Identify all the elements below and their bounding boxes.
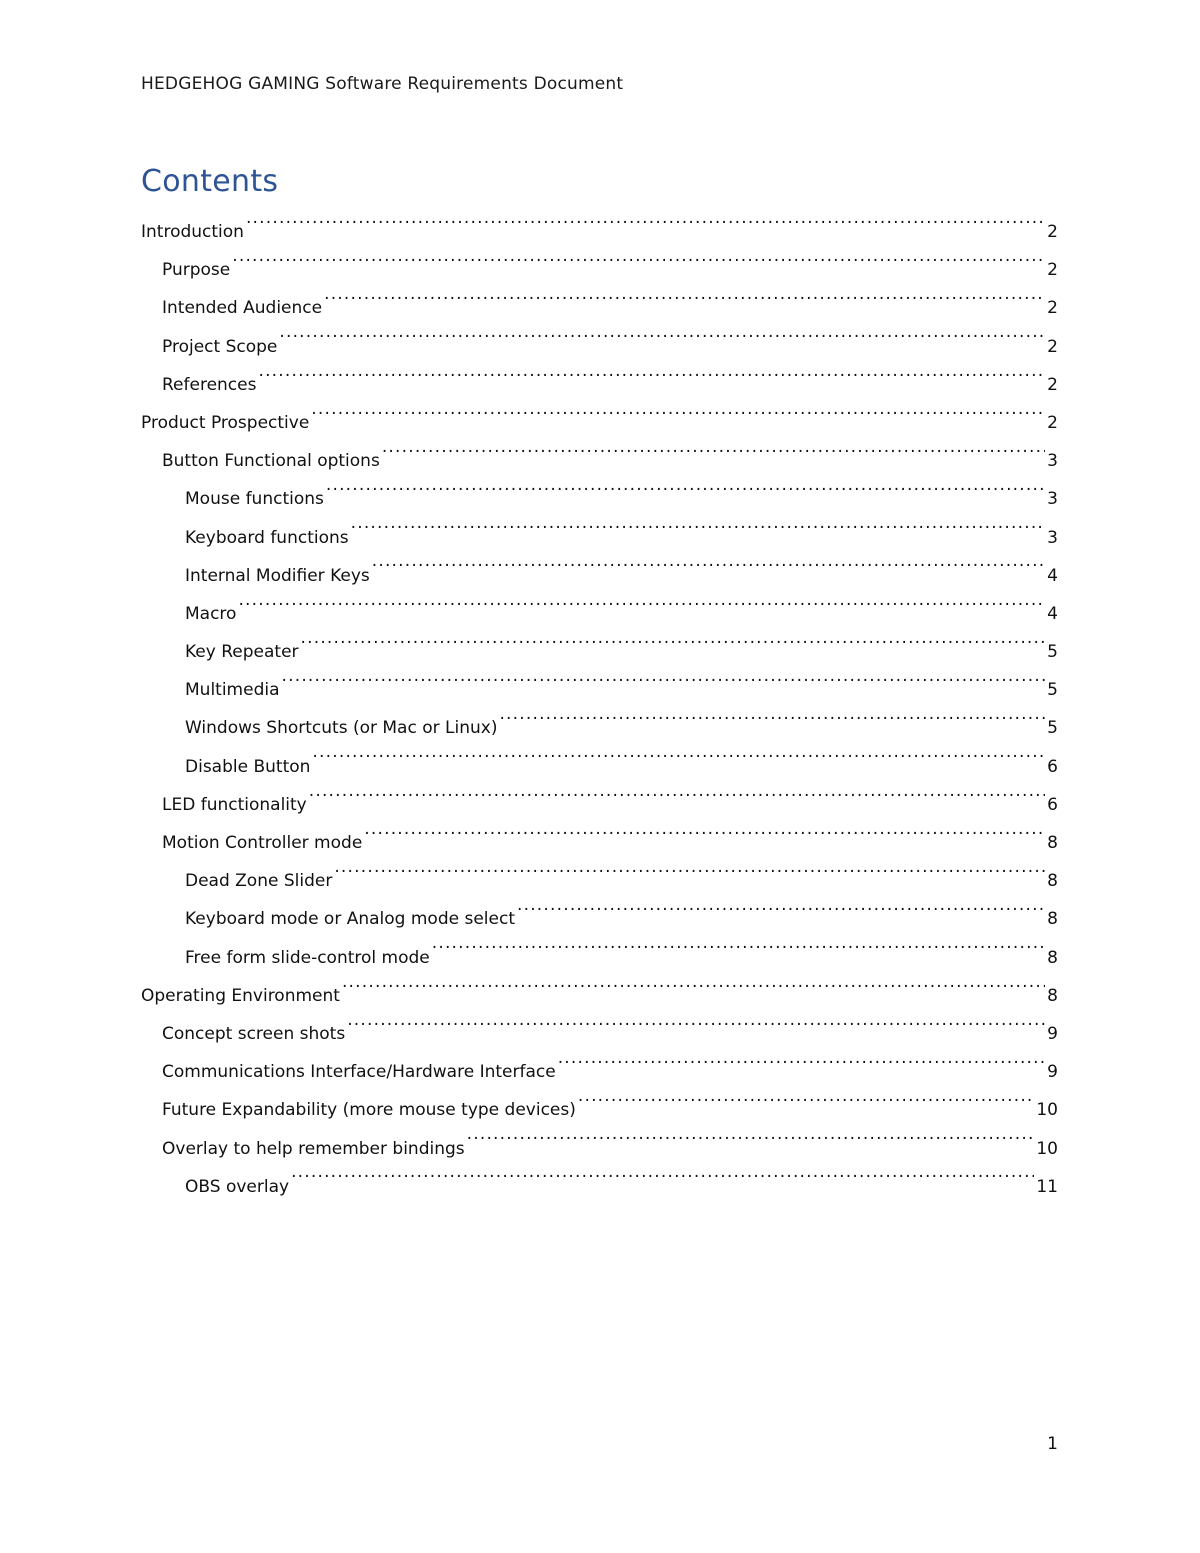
- toc-entry-label: Keyboard functions: [185, 527, 349, 548]
- toc-dot-leader: [324, 275, 1045, 313]
- toc-entry-label: Operating Environment: [141, 985, 340, 1006]
- toc-entry-page: 2: [1047, 412, 1058, 433]
- toc-entry-key-repeater[interactable]: [141, 619, 1058, 663]
- toc-entry-label: LED functionality: [162, 794, 307, 815]
- toc-entry-label: Purpose: [162, 260, 231, 281]
- toc-entry-intended-audience[interactable]: [141, 275, 1058, 319]
- toc-entry-page: 9: [1047, 1023, 1058, 1044]
- toc-dot-leader: [499, 695, 1045, 733]
- toc-entry-page: 8: [1047, 985, 1058, 1006]
- toc-dot-leader: [311, 390, 1045, 428]
- toc-entry-page: 5: [1047, 680, 1058, 701]
- toc-dot-leader: [347, 1001, 1045, 1039]
- toc-entry-page: 5: [1047, 642, 1058, 663]
- toc-entry-page: 10: [1036, 1138, 1058, 1159]
- toc-entry-label: Mouse functions: [185, 489, 324, 510]
- toc-entry-label: Product Prospective: [141, 412, 310, 433]
- toc-entry-label: Multimedia: [185, 680, 280, 701]
- toc-dot-leader: [351, 505, 1046, 543]
- toc-entry-page: 4: [1047, 603, 1058, 624]
- toc-entry-label: Internal Modifier Keys: [185, 565, 370, 586]
- toc-entry-page: 2: [1047, 260, 1058, 281]
- toc-entry-page: 4: [1047, 565, 1058, 586]
- toc-entry-page: 11: [1036, 1176, 1058, 1197]
- toc-dot-leader: [326, 466, 1045, 504]
- toc-dot-leader: [364, 810, 1045, 848]
- toc-dot-leader: [279, 314, 1045, 352]
- toc-entry-introduction[interactable]: [141, 199, 1058, 242]
- toc-dot-leader: [258, 352, 1045, 390]
- toc-entry-page: 8: [1047, 871, 1058, 892]
- toc-dot-leader: [334, 848, 1045, 886]
- toc-entry-page: 2: [1047, 336, 1058, 357]
- toc-entry-label: Dead Zone Slider: [185, 871, 333, 892]
- toc-entry-label: References: [162, 374, 257, 395]
- toc-entry-label: Keyboard mode or Analog mode select: [185, 909, 515, 930]
- toc-dot-leader: [578, 1077, 1034, 1115]
- toc-entry-label: Future Expandability (more mouse type devices): [162, 1100, 576, 1121]
- toc-entry-page: 2: [1047, 298, 1058, 319]
- toc-dot-leader: [558, 1039, 1045, 1077]
- toc-entry-purpose[interactable]: [141, 237, 1058, 281]
- toc-entry-label: Concept screen shots: [162, 1023, 346, 1044]
- toc-entry-label: OBS overlay: [185, 1176, 290, 1197]
- toc-dot-leader: [342, 963, 1045, 1001]
- toc-dot-leader: [467, 1116, 1035, 1154]
- toc-dot-leader: [309, 772, 1045, 810]
- toc-dot-leader: [382, 428, 1045, 466]
- toc-dot-leader: [432, 925, 1045, 963]
- toc-entry-page: 6: [1047, 756, 1058, 777]
- running-header: HEDGEHOG GAMING Software Requirements Document: [141, 74, 624, 94]
- toc-entry-page: 3: [1047, 527, 1058, 548]
- toc-entry-label: Free form slide-control mode: [185, 947, 430, 968]
- toc-entry-label: Communications Interface/Hardware Interface: [162, 1062, 556, 1083]
- page-number: 1: [1047, 1434, 1058, 1454]
- toc-dot-leader: [312, 734, 1045, 772]
- toc-dot-leader: [517, 886, 1045, 924]
- toc-entry-page: 9: [1047, 1062, 1058, 1083]
- toc-entry-label: Key Repeater: [185, 642, 299, 663]
- toc-entry-page: 8: [1047, 909, 1058, 930]
- toc-entry-project-scope[interactable]: [141, 314, 1058, 357]
- toc-entry-label: Windows Shortcuts (or Mac or Linux): [185, 718, 498, 739]
- toc-entry-label: Macro: [185, 603, 237, 624]
- toc-entry-label: Overlay to help remember bindings: [162, 1138, 465, 1159]
- toc-entry-page: 5: [1047, 718, 1058, 739]
- toc-entry-label: Intended Audience: [162, 298, 323, 319]
- toc-entry-page: 3: [1047, 451, 1058, 472]
- toc-entry-page: 10: [1036, 1100, 1058, 1121]
- toc-entry-page: 2: [1047, 374, 1058, 395]
- toc-dot-leader: [301, 619, 1046, 657]
- toc-title: Contents: [141, 164, 279, 199]
- toc-dot-leader: [291, 1154, 1034, 1192]
- toc-entry-macro[interactable]: [141, 581, 1058, 624]
- toc-dot-leader: [232, 237, 1045, 275]
- toc-entry-label: Project Scope: [162, 336, 278, 357]
- toc-entry-page: 8: [1047, 833, 1058, 853]
- toc-entry-label: Disable Button: [185, 756, 311, 777]
- toc-entry-page: 2: [1047, 222, 1058, 242]
- table-of-contents: [141, 199, 1058, 1197]
- toc-entry-page: 6: [1047, 794, 1058, 815]
- toc-entry-label: Motion Controller mode: [162, 833, 363, 853]
- toc-dot-leader: [246, 199, 1045, 237]
- toc-entry-label: Introduction: [141, 222, 244, 242]
- toc-entry-references[interactable]: [141, 352, 1058, 395]
- toc-entry-product-prospective[interactable]: [141, 390, 1058, 433]
- toc-entry-page: 8: [1047, 947, 1058, 968]
- toc-entry-label: Button Functional options: [162, 451, 380, 472]
- toc-entry-page: 3: [1047, 489, 1058, 510]
- toc-dot-leader: [282, 657, 1046, 695]
- toc-dot-leader: [238, 581, 1045, 619]
- toc-dot-leader: [372, 543, 1045, 581]
